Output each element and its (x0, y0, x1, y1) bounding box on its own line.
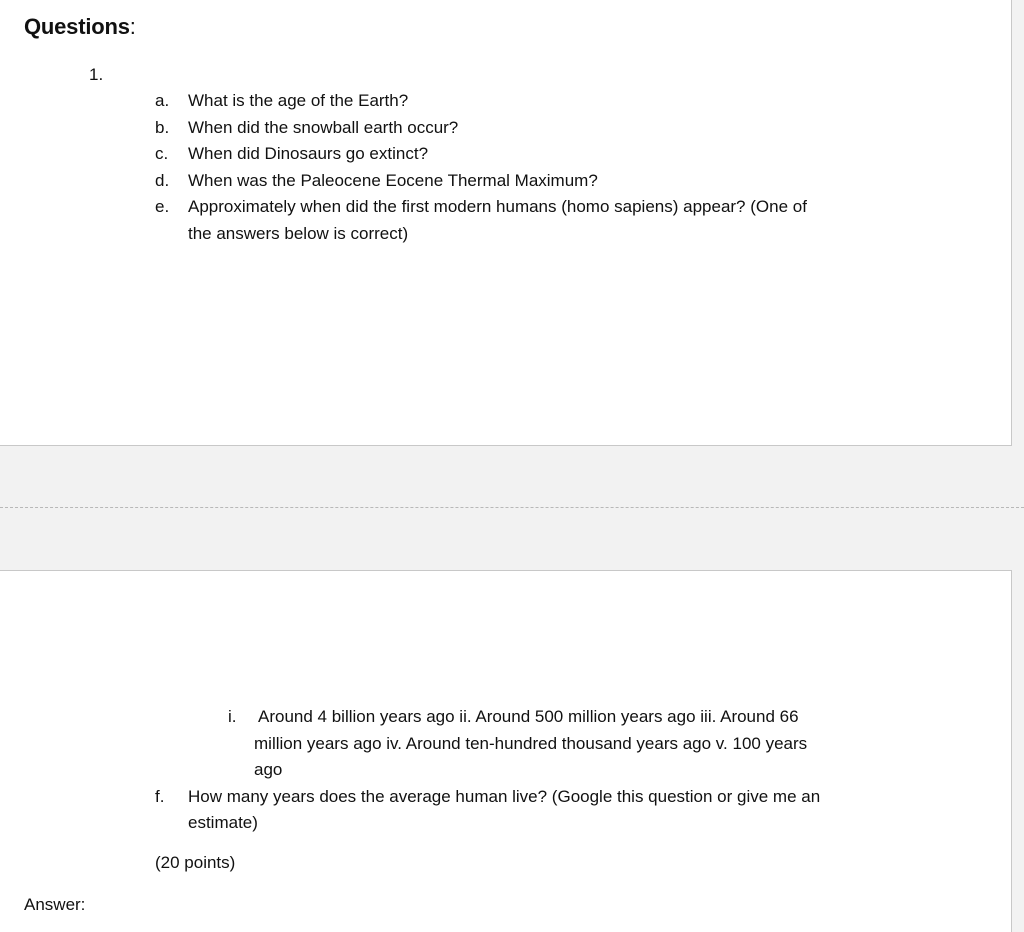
item-d-marker: d. (155, 170, 170, 190)
options-text-line-2: million years ago iv. Around ten-hundred thousand years ago v. 100 years (254, 733, 808, 753)
item-b-text: When did the snowball earth occur? (188, 117, 459, 137)
document-page-top (0, 0, 1012, 446)
item-c-text: When did Dinosaurs go extinct? (188, 144, 429, 163)
questions-heading: Questions: (24, 14, 136, 39)
question-number: 1. (89, 65, 104, 84)
item-f-text-line-2: estimate) (188, 813, 258, 832)
item-d-text: When was the Paleocene Eocene Thermal Maximum? (188, 170, 598, 190)
options-text-line-1: Around 4 billion years ago ii. Around 500 million years ago iii. Around 66 (258, 707, 799, 726)
item-e-marker: e. (155, 197, 170, 216)
document-page-bottom (0, 570, 1012, 932)
item-c-marker: c. (155, 144, 169, 163)
item-a-marker: a. (155, 91, 170, 110)
points-label: (20 points) (155, 853, 236, 872)
answer-label: Answer: (24, 895, 86, 914)
item-e-text-line-1: Approximately when did the first modern humans (homo sapiens) appear? (One of (188, 197, 807, 216)
item-a-text: What is the age of the Earth? (188, 91, 409, 110)
item-e-text-line-2: the answers below is correct) (188, 223, 409, 243)
page-break-divider (0, 507, 1024, 508)
options-marker: i. (228, 707, 237, 726)
item-b-marker: b. (155, 117, 170, 137)
options-text-line-3: ago (254, 760, 283, 779)
item-f-text-line-1: How many years does the average human live? (Google this question or give me an (188, 786, 821, 806)
item-f-marker: f. (155, 786, 165, 806)
